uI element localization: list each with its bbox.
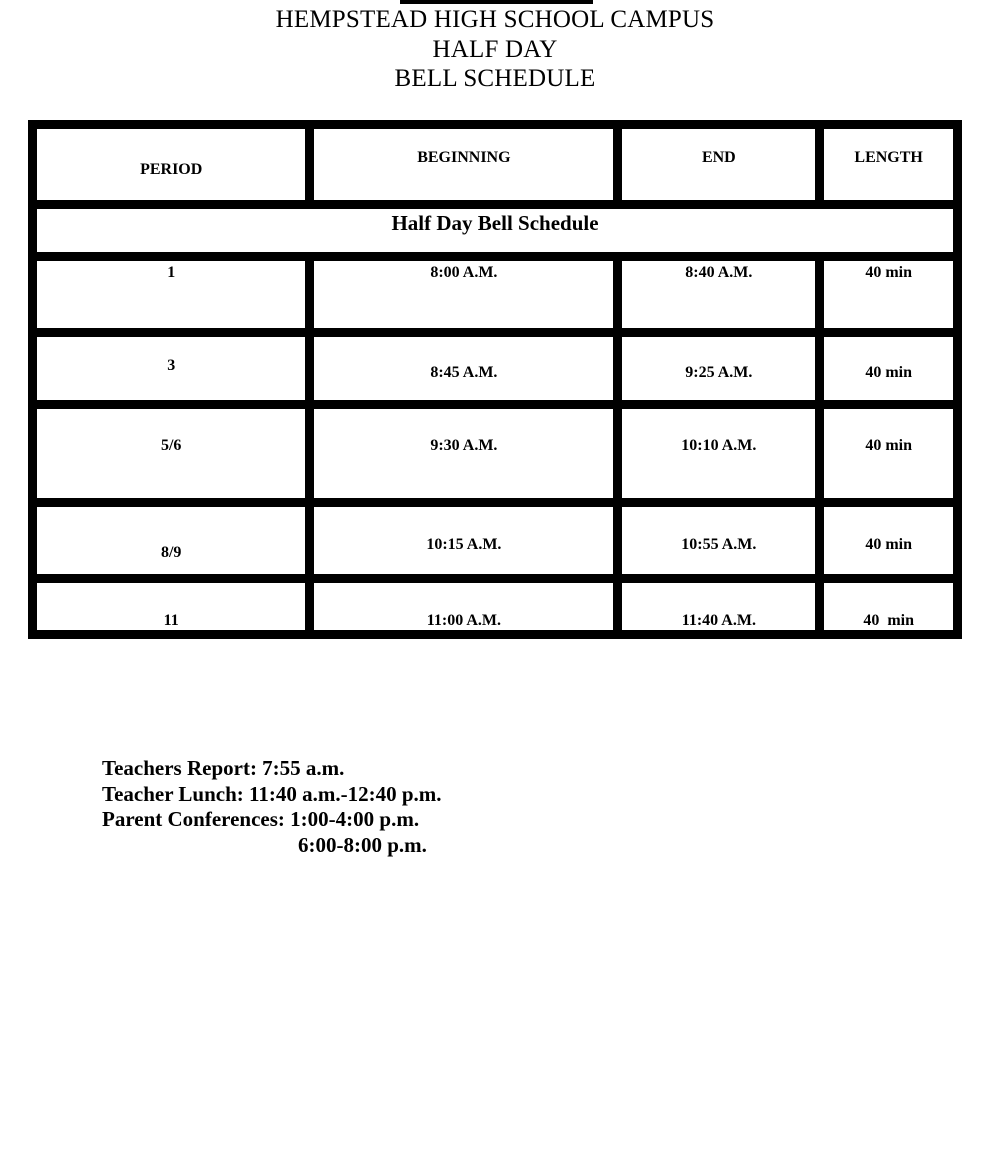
length-cell: 40 min (820, 405, 958, 503)
beginning-cell: 9:30 A.M. (310, 405, 618, 503)
schedule-notes (102, 756, 442, 858)
teacher-lunch-note: Teacher Lunch: 11:40 a.m.-12:40 p.m. (102, 781, 442, 806)
table-header-row (33, 125, 958, 205)
beginning-cell: 8:00 A.M. (310, 257, 618, 333)
length-cell: 40 min (820, 503, 958, 579)
column-header-period: PERIOD (33, 125, 310, 205)
period-cell: 5/6 (33, 405, 310, 503)
end-cell: 10:10 A.M. (618, 405, 820, 503)
beginning-cell: 11:00 A.M. (310, 579, 618, 635)
parent-conferences-evening-note: 6:00-8:00 p.m. (298, 832, 427, 857)
table-row (33, 333, 958, 405)
end-cell: 11:40 A.M. (618, 579, 820, 635)
bell-schedule-table (28, 120, 962, 639)
cut-off-heading-underline (400, 0, 593, 4)
beginning-cell: 10:15 A.M. (310, 503, 618, 579)
table-row (33, 257, 958, 333)
parent-conferences-note: Parent Conferences: 1:00-4:00 p.m. (102, 807, 420, 831)
period-cell: 1 (33, 257, 310, 333)
period-cell: 8/9 (33, 503, 310, 579)
campus-name: HEMPSTEAD HIGH SCHOOL CAMPUS (275, 6, 715, 33)
column-header-beginning: BEGINNING (310, 125, 618, 205)
length-cell: 40 min (820, 257, 958, 333)
length-cell: 40 min (820, 333, 958, 405)
column-header-length: LENGTH (820, 125, 958, 205)
end-cell: 8:40 A.M. (618, 257, 820, 333)
length-cell: 40 min (820, 579, 958, 635)
table-row (33, 579, 958, 635)
end-cell: 9:25 A.M. (618, 333, 820, 405)
teachers-report-note: Teachers Report: 7:55 a.m. (102, 756, 345, 780)
section-title-row (33, 205, 958, 257)
beginning-cell: 8:45 A.M. (310, 333, 618, 405)
period-cell: 3 (33, 333, 310, 405)
schedule-title: BELL SCHEDULE (394, 65, 596, 92)
section-title: Half Day Bell Schedule (33, 205, 958, 257)
end-cell: 10:55 A.M. (618, 503, 820, 579)
column-header-end: END (618, 125, 820, 205)
table-row (33, 503, 958, 579)
day-type: HALF DAY (432, 35, 558, 63)
period-cell: 11 (33, 579, 310, 635)
document-header (0, 5, 990, 94)
table-row (33, 405, 958, 503)
